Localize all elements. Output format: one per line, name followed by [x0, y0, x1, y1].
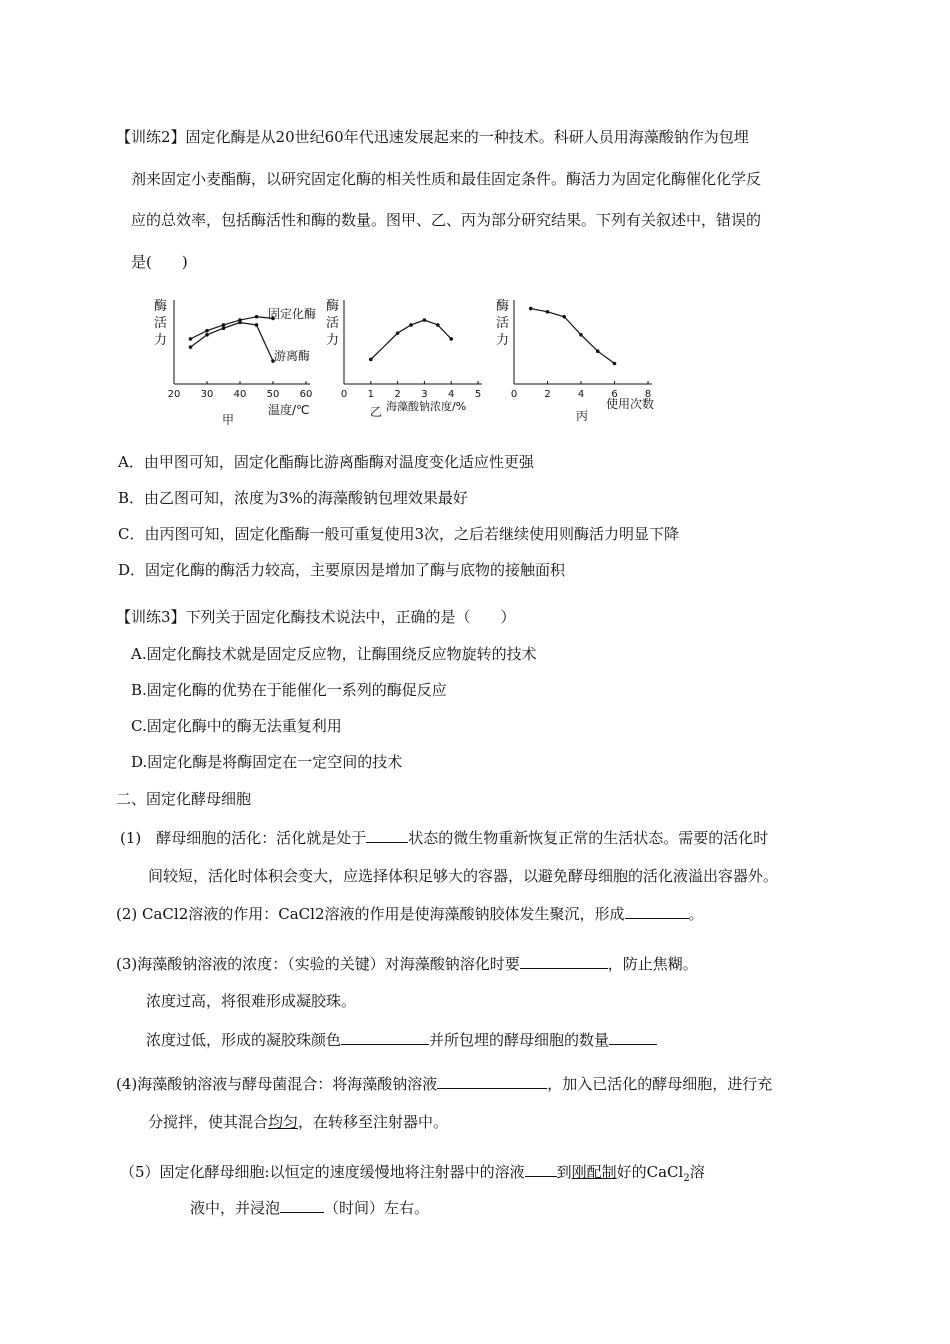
data-point — [449, 337, 453, 341]
q3-option-a: A.固定化酶技术就是固定反应物，让酶围绕反应物旋转的技术 — [131, 645, 537, 663]
item-1-text-a: (1) 酵母细胞的活化：活化就是处于 — [120, 829, 367, 847]
q2-stem-line-4: 是( ) — [131, 253, 188, 271]
item-4-underlined: 均匀 — [268, 1113, 299, 1131]
item-3-text-d: 浓度过低，形成的凝胶珠颜色 — [146, 1031, 342, 1049]
section-title: 二、固定化酵母细胞 — [116, 790, 252, 808]
data-point — [238, 321, 242, 325]
item-5-underlined: 刚配制 — [571, 1163, 617, 1181]
data-point — [562, 315, 566, 319]
data-point — [189, 345, 193, 349]
q2-option-d: D．固定化酶的酶活力较高，主要原因是增加了酶与底物的接触面积 — [118, 561, 566, 579]
item-2 — [116, 902, 704, 924]
x-tick-label: 5 — [474, 389, 482, 400]
x-tick-label: 4 — [577, 389, 585, 400]
data-point — [613, 362, 617, 366]
item-5-text-e: 液中，并浸泡 — [190, 1199, 281, 1217]
item-3-line-1 — [116, 952, 698, 974]
q3-stem: 【训练3】下列关于固定化酶技术说法中，正确的是（ ） — [116, 608, 516, 626]
q2-stem-line-1: 【训练2】固定化酶是从20世纪60年代迅速发展起来的一种技术。科研人员用海藻酸钠作为包埋 — [116, 128, 749, 146]
x-tick-label: 2 — [544, 389, 551, 400]
item-4-text-b: ，加入已活化的酵母细胞，进行充 — [547, 1075, 773, 1093]
x-tick-label: 6 — [611, 389, 618, 400]
item-5-text-b: 到 — [556, 1163, 572, 1181]
item-1-line-1 — [120, 826, 768, 848]
data-point — [255, 315, 259, 319]
item-5-line-2 — [190, 1196, 429, 1218]
item-4-line-2 — [148, 1112, 448, 1132]
x-tick-label: 20 — [167, 389, 181, 400]
series-line-0 — [191, 317, 274, 339]
q2-stem-line-3: 应的总效率，包括酶活性和酶的数量。图甲、乙、丙为部分研究结果。下列有关叙述中，错误的 — [131, 211, 762, 229]
item-4-line-1 — [116, 1072, 772, 1094]
data-point — [546, 310, 550, 314]
item-4-text-d: ，在转移至注射器中。 — [298, 1113, 449, 1131]
q3-option-b: B.固定化酶的优势在于能催化一系列的酶促反应 — [131, 681, 447, 699]
fill-blank[interactable] — [280, 1196, 324, 1213]
item-3-line-2: 浓度过高，将很难形成凝胶珠。 — [146, 992, 357, 1010]
q2-option-a: A．由甲图可知，固定化酯酶比游离酯酶对温度变化适应性更强 — [118, 453, 534, 471]
fill-blank[interactable] — [437, 1072, 547, 1089]
q2-option-c: C．由丙图可知，固定化酯酶一般可重复使用3次，之后若继续使用则酶活力明显下降 — [118, 525, 680, 543]
item-1-line-2: 间较短，活化时体积会变大，应选择体积足够大的容器，以避免酵母细胞的活化液溢出容器外。 — [148, 867, 779, 885]
item-5-text-f: （时间）左右。 — [324, 1199, 430, 1217]
data-point — [596, 349, 600, 353]
x-tick-label: 0 — [510, 389, 518, 400]
data-point — [222, 326, 226, 330]
x-tick-label: 50 — [266, 389, 280, 400]
item-3-text-a: (3)海藻酸钠溶液的浓度：（实验的关键）对海藻酸钠溶化时要 — [116, 955, 520, 973]
data-point — [369, 358, 373, 362]
item-5-text-d: 溶 — [689, 1163, 705, 1181]
chart-jia-ylabel — [154, 299, 167, 348]
data-point — [255, 323, 259, 327]
fill-blank[interactable] — [341, 1028, 429, 1045]
data-point — [205, 333, 209, 337]
item-2-text-b: 。 — [688, 905, 704, 923]
chart-yi-xlabel: 海藻酸钠浓度/% — [386, 400, 467, 413]
item-1-text-b: 状态的微生物重新恢复正常的生活状态。需要的活化时 — [408, 829, 769, 847]
x-tick-label: 1 — [367, 389, 374, 400]
item-5-text-c: 好的CaCl — [616, 1163, 684, 1181]
x-tick-label: 30 — [200, 389, 214, 400]
data-point — [396, 331, 400, 335]
fill-blank[interactable] — [625, 902, 689, 919]
chart-bing-panel-label: 丙 — [576, 409, 589, 423]
x-tick-label: 2 — [394, 389, 401, 400]
chart-yi-panel-label: 乙 — [370, 405, 383, 419]
x-tick-label: 60 — [299, 389, 313, 400]
q2-stem-line-2: 剂来固定小麦酯酶，以研究固定化酶的相关性质和最佳固定条件。酶活力为固定化酶催化化学反 — [131, 170, 762, 188]
q3-option-c: C.固定化酶中的酶无法重复利用 — [131, 717, 342, 735]
data-point — [423, 318, 427, 322]
item-3-line-3 — [146, 1028, 657, 1050]
chart-jia — [150, 292, 325, 432]
data-point — [436, 323, 440, 327]
chart-jia-legend-free: 游离酶 — [274, 349, 311, 363]
data-point — [529, 307, 533, 311]
fill-blank[interactable] — [525, 1160, 557, 1177]
chart-2-ylabel: 酶活力 — [496, 299, 510, 348]
series-line-1 — [191, 323, 274, 362]
item-5-line-1 — [120, 1160, 705, 1189]
chart-jia-xlabel: 温度/℃ — [268, 403, 310, 417]
item-2-text-a: (2) CaCl2溶液的作用：CaCl2溶液的作用是使海藻酸钠胶体发生聚沉，形成 — [116, 905, 625, 923]
x-tick-label: 3 — [421, 389, 428, 400]
x-tick-label: 0 — [340, 389, 348, 400]
chart-bing-xlabel: 使用次数 — [606, 397, 655, 411]
fill-blank[interactable] — [609, 1028, 657, 1045]
item-3-text-e: 并所包埋的酵母细胞的数量 — [429, 1031, 610, 1049]
data-point — [205, 329, 209, 333]
chart-bing — [492, 292, 667, 432]
x-tick-label: 8 — [644, 389, 652, 400]
fill-blank[interactable] — [366, 826, 408, 843]
q2-option-b: B．由乙图可知，浓度为3%的海藻酸钠包埋效果最好 — [118, 489, 468, 507]
chart-jia-panel-label: 甲 — [222, 413, 235, 427]
data-point — [579, 333, 583, 337]
x-tick-label: 4 — [448, 389, 455, 400]
q3-option-d: D.固定化酶是将酶固定在一定空间的技术 — [131, 753, 403, 771]
item-4-text-c: 分搅拌，使其混合 — [148, 1113, 269, 1131]
chart-1-ylabel: 酶活力 — [326, 299, 340, 348]
fill-blank[interactable] — [520, 952, 608, 969]
item-5-subscript: 2 — [683, 1173, 690, 1184]
chart-jia-legend-immobilized: 固定化酶 — [268, 307, 317, 321]
data-point — [222, 323, 226, 327]
data-point — [409, 323, 413, 327]
item-4-text-a: (4)海藻酸钠溶液与酵母菌混合：将海藻酸钠溶液 — [116, 1075, 438, 1093]
series-line-0 — [531, 309, 615, 364]
chart-0-ylabel: 酶活力 — [154, 299, 168, 348]
item-3-text-b: ，防止焦糊。 — [607, 955, 698, 973]
data-point — [189, 337, 193, 341]
chart-yi — [322, 292, 494, 432]
item-5-text-a: （5）固定化酵母细胞:以恒定的速度缓慢地将注射器中的溶液 — [120, 1163, 525, 1181]
x-tick-label: 40 — [233, 389, 247, 400]
